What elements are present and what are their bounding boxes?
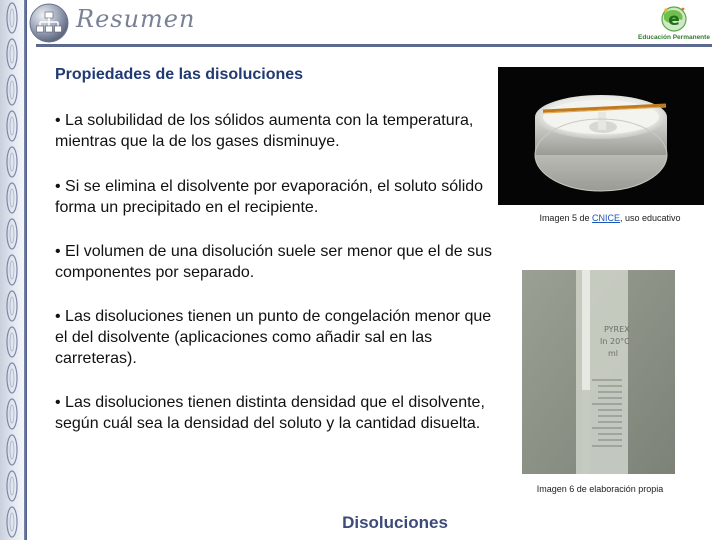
header-rule [36,44,712,47]
bullet-density: • Las disoluciones tienen distinta densidad que el disolvente, según cuál sea la densidad del soluto y la cantidad disuelta. [55,394,485,432]
bullet-freezing-point: • Las disoluciones tienen un punto de congelación menor que el del disolvente (aplicaciones como añadir sal en las carreteras). [55,308,492,367]
cylinder-temp-text: In 20°C [600,337,630,346]
cylinder-brand-text: PYREX [604,325,630,334]
cnice-link[interactable]: CNICE [591,213,620,223]
svg-text:e: e [668,10,680,30]
left-border-line [24,0,27,540]
slide-heading: Propiedades de las disoluciones [55,66,304,83]
image5-caption-prefix: Imagen 5 de [539,213,592,223]
globe-e-icon [634,2,714,34]
left-decorative-band [0,0,24,540]
cylinder-unit-text: ml [608,349,619,358]
bullet-evaporation: • Si se elimina el disolvente por evaporación, el soluto sólido forma un precipitado en el recipiente. [55,178,484,216]
image5-caption [500,213,720,223]
bullet-solubility: • La solubilidad de los sólidos aumenta con la temperatura, mientras que la de los gases disminuye. [55,112,474,150]
header-title: Resumen [76,5,196,33]
image6-caption: Imagen 6 de elaboración propia [536,484,664,494]
bullet-volume: • El volumen de una disolución suele ser menor que el de sus componentes por separado. [55,243,492,281]
graduated-cylinder-photo [522,270,675,474]
image5-caption-suffix: , uso educativo [620,213,681,223]
brand-logo [634,2,714,46]
footer-label: Disoluciones [342,513,448,532]
precipitate-photo [498,67,704,205]
brand-name: Educación Permanente [638,34,710,41]
sitemap-logo-icon [28,2,70,44]
